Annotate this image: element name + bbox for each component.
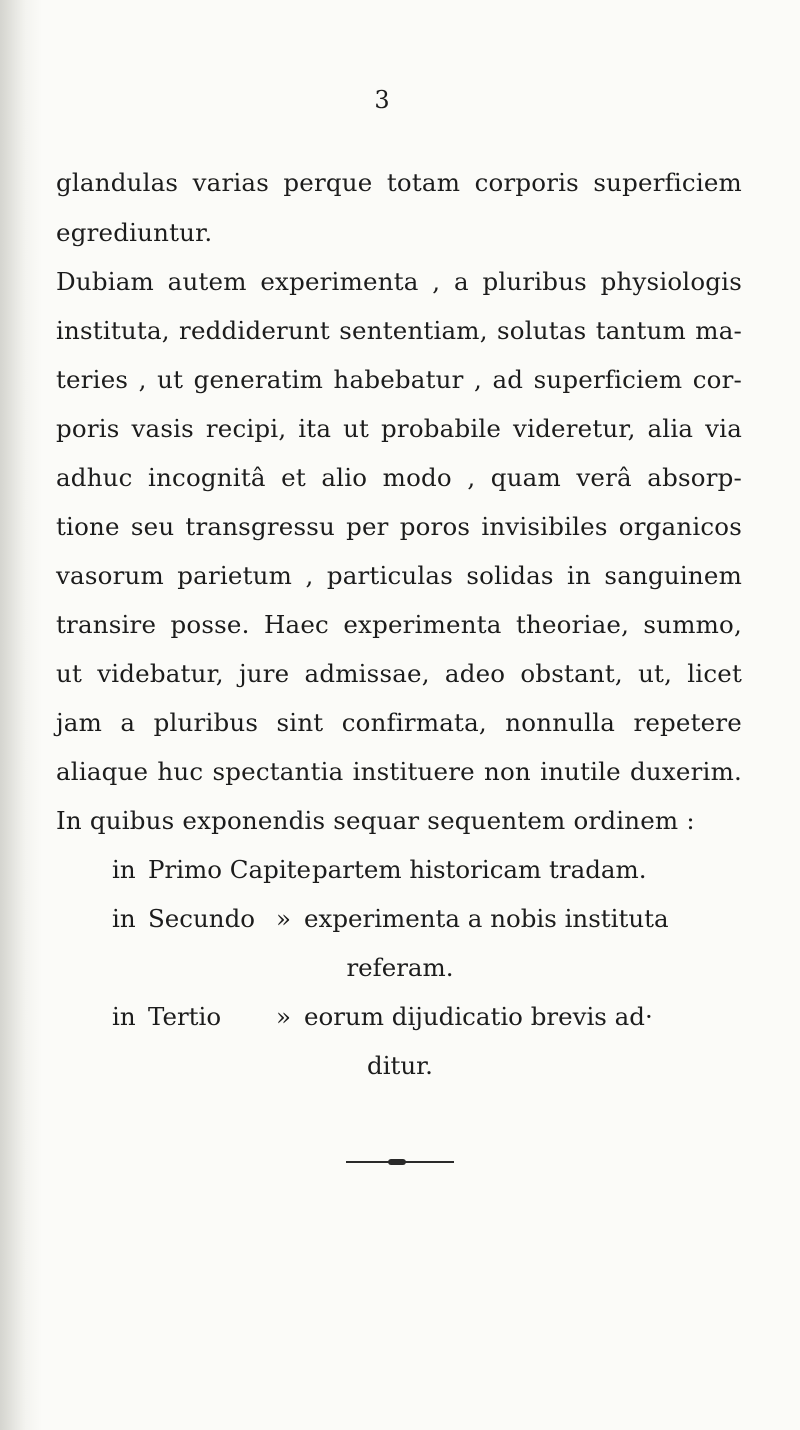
chapter-lead: in <box>112 1002 136 1031</box>
end-ornament-rule <box>346 1161 454 1163</box>
chapter-name: Primo Capite <box>148 855 312 884</box>
text-line: aliaque huc spectantia instituere non inutile duxerim. <box>56 757 742 786</box>
chapter-lead: in <box>112 904 136 933</box>
text-line: In quibus exponendis sequar sequentem ordinem : <box>56 806 695 835</box>
text-line: glandulas varias perque totam corporis superficiem <box>56 168 742 197</box>
text-line: egrediuntur. <box>56 218 213 247</box>
binding-shadow <box>0 0 42 1430</box>
text-line: ut videbatur, jure admissae, adeo obstant, ut, licet <box>56 659 742 688</box>
chapter-continuation: referam. <box>346 953 454 982</box>
text-line: jam a pluribus sint confirmata, nonnulla repetere <box>56 708 742 737</box>
chapter-text: eorum dijudicatio brevis ad· <box>304 1002 653 1031</box>
text-line: poris vasis recipi, ita ut probabile videretur, alia via <box>56 414 742 443</box>
chapter-lead: in <box>112 855 136 884</box>
chapter-name: Tertio <box>148 1002 222 1031</box>
ditto-mark: » <box>276 904 291 933</box>
chapter-text: partem historicam tradam. <box>312 855 647 884</box>
text-line: transire posse. Haec experimenta theoriae, summo, <box>56 610 742 639</box>
text-line: instituta, reddiderunt sententiam, solutas tantum ma- <box>56 316 742 345</box>
chapter-text: experimenta a nobis instituta <box>304 904 669 933</box>
text-line: adhuc incognitâ et alio modo , quam verâ absorp- <box>56 463 742 492</box>
ditto-mark: » <box>276 1002 291 1031</box>
text-line: tione seu transgressu per poros invisibiles organicos <box>56 512 742 541</box>
page-number: 3 <box>374 86 390 114</box>
chapter-name: Secundo <box>148 904 255 933</box>
text-line: Dubiam autem experimenta , a pluribus physiologis <box>56 267 742 296</box>
text-line: teries , ut generatim habebatur , ad superficiem cor- <box>56 365 742 394</box>
text-line: vasorum parietum , particulas solidas in sanguinem <box>56 561 742 590</box>
chapter-continuation: ditur. <box>367 1051 433 1080</box>
